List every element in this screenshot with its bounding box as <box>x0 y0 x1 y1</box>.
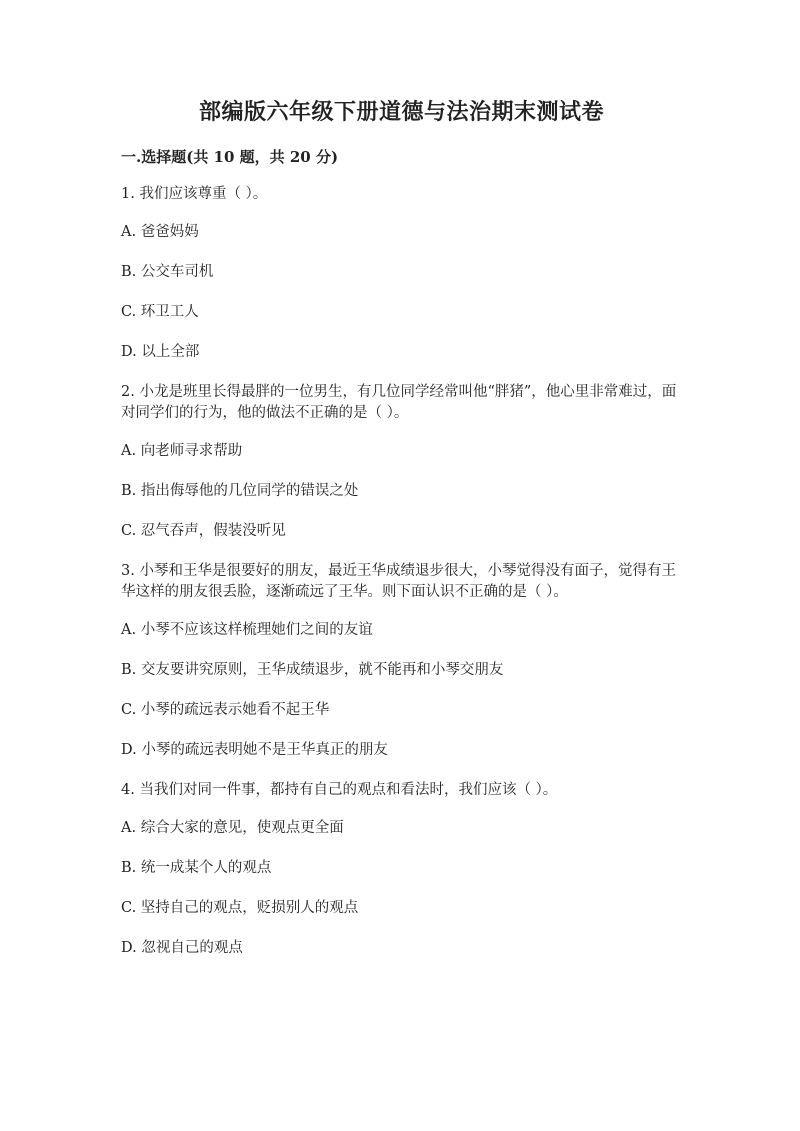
question-3 <box>121 561 682 761</box>
option-a: A. 爸爸妈妈 <box>121 224 199 240</box>
option-c: C. 忍气吞声，假装没听见 <box>121 523 286 539</box>
option-b: B. 公交车司机 <box>121 264 214 280</box>
option-d: D. 忽视自己的观点 <box>121 940 243 956</box>
question-2 <box>121 382 682 542</box>
question-stem: 4. 当我们对同一件事，都持有自己的观点和看法时，我们应该（ ）。 <box>121 782 558 798</box>
option-b: B. 指出侮辱他的几位同学的错误之处 <box>121 483 359 499</box>
question-stem: 2. 小龙是班里长得最胖的一位男生，有几位同学经常叫他“胖猪”，他心里非常难过，面对同学们的行为，他的做法不正确的是（ ）。 <box>121 384 677 421</box>
option-a: A. 综合大家的意见，使观点更全面 <box>121 820 344 836</box>
question-stem: 1. 我们应该尊重（ ）。 <box>121 186 268 202</box>
question-4 <box>121 780 682 959</box>
option-b: B. 交友要讲究原则，王华成绩退步，就不能再和小琴交朋友 <box>121 662 504 678</box>
option-b: B. 统一成某个人的观点 <box>121 860 272 876</box>
question-1 <box>121 184 682 363</box>
question-stem: 3. 小琴和王华是很要好的朋友，最近王华成绩退步很大，小琴觉得没有面子，觉得有王华这样的朋友很丢脸，逐渐疏远了王华。则下面认识不正确的是（ ）。 <box>121 563 676 600</box>
option-d: D. 小琴的疏远表明她不是王华真正的朋友 <box>121 742 388 758</box>
option-a: A. 向老师寻求帮助 <box>121 443 243 459</box>
option-c: C. 坚持自己的观点，贬损别人的观点 <box>121 900 359 916</box>
option-c: C. 小琴的疏远表示她看不起王华 <box>121 702 330 718</box>
option-a: A. 小琴不应该这样梳理她们之间的友谊 <box>121 622 373 638</box>
option-c: C. 环卫工人 <box>121 304 199 320</box>
section-heading: 一.选择题(共 10 题，共 20 分) <box>121 148 339 166</box>
option-d: D. 以上全部 <box>121 344 200 360</box>
page-title: 部编版六年级下册道德与法治期末测试卷 <box>198 99 604 125</box>
